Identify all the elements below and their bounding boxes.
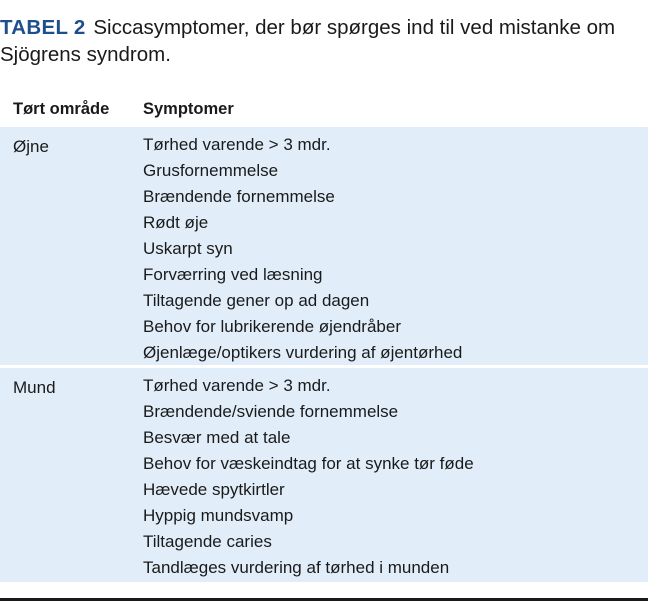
symptom-item: Behov for væskeindtag for at synke tør føde <box>143 454 474 473</box>
symptom-item: Brændende/sviende fornemmelse <box>143 402 399 421</box>
symptom-item: Tørhed varende > 3 mdr. <box>143 135 331 154</box>
table-bottom-rule <box>0 598 648 601</box>
symptom-item: Forværring ved læsning <box>143 265 323 284</box>
symptom-item: Hævede spytkirtler <box>143 480 285 499</box>
column-header-area: Tørt område <box>13 100 110 118</box>
symptom-item: Uskarpt syn <box>143 239 233 258</box>
table-header-row <box>0 96 648 126</box>
area-label-mouth: Mund <box>13 378 56 397</box>
symptom-item: Behov for lubrikerende øjendråber <box>143 317 401 336</box>
table-title: Siccasymptomer, der bør spørges ind til ved mistanke om Sjögrens syndrom. <box>0 16 616 66</box>
symptom-item: Tørhed varende > 3 mdr. <box>143 376 331 395</box>
table-caption <box>0 14 648 68</box>
symptom-item: Rødt øje <box>143 213 209 232</box>
table-group-mouth <box>0 368 648 582</box>
symptom-item: Tandlæges vurdering af tørhed i munden <box>143 558 450 577</box>
symptom-item: Øjenlæge/optikers vurdering af øjentørhed <box>143 343 463 362</box>
table-group-eyes <box>0 127 648 365</box>
symptom-item: Besvær med at tale <box>143 428 291 447</box>
symptom-item: Grusfornemmelse <box>143 161 279 180</box>
table-number: TABEL 2 <box>0 16 86 39</box>
symptom-list-mouth <box>143 373 474 581</box>
column-header-symptoms: Symptomer <box>143 100 234 118</box>
symptom-item: Brændende fornemmelse <box>143 187 335 206</box>
symptom-item: Tiltagende caries <box>143 532 272 551</box>
symptom-item: Hyppig mundsvamp <box>143 506 294 525</box>
area-label-eyes: Øjne <box>13 137 49 156</box>
symptom-item: Tiltagende gener op ad dagen <box>143 291 370 310</box>
symptom-list-eyes <box>143 132 462 366</box>
